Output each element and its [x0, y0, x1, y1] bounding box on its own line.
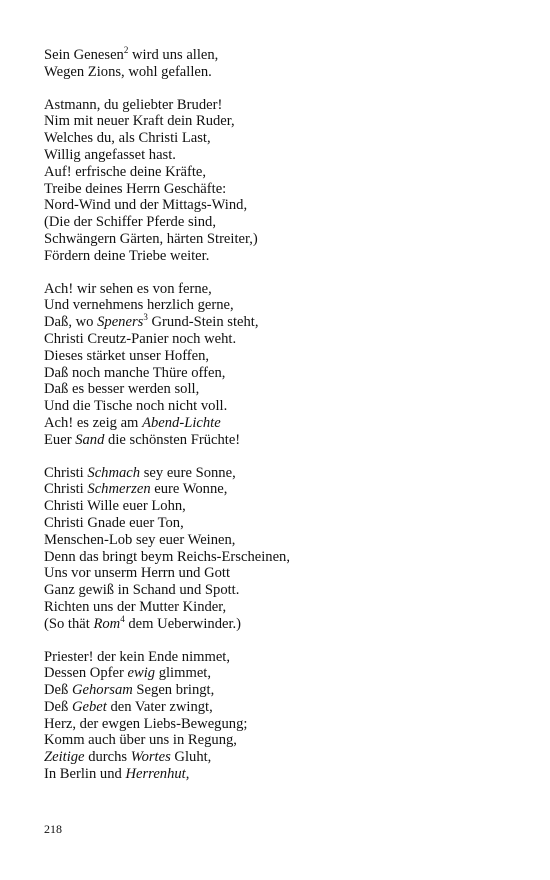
line-text: glimmet, [155, 665, 212, 682]
verse-line [44, 381, 514, 398]
line-text: Fördern deine Triebe weiter. [44, 247, 210, 264]
line-text: Astmann, du geliebter Bruder! [44, 96, 223, 113]
line-text: Daß, wo [44, 314, 98, 331]
line-text: Nord-Wind und der Mittags-Wind, [44, 197, 248, 214]
page-number: 218 [44, 822, 62, 836]
line-text: Daß noch manche Thüre offen, [44, 364, 226, 381]
line-text: Dieses stärket unser Hoffen, [44, 347, 210, 364]
italic-text: Sand [75, 431, 105, 448]
verse-line [44, 197, 514, 214]
line-text: Segen bringt, [132, 682, 215, 699]
verse-line [44, 297, 514, 314]
verse-line [44, 515, 514, 532]
line-text: Denn das bringt beym Reichs-Erscheinen, [44, 548, 290, 565]
line-text: (So thät [44, 615, 94, 632]
line-text: Uns vor unserm Herrn und Gott [44, 565, 231, 582]
verse-line [44, 248, 514, 265]
italic-text: Zeitige [44, 749, 85, 766]
verse-line [44, 481, 514, 498]
line-text: Sein Genesen [44, 47, 124, 63]
line-text: Grund-Stein steht, [147, 314, 259, 331]
line-text: durchs [84, 749, 131, 766]
line-text: Christi [44, 481, 88, 498]
line-text: Christi Gnade euer Ton, [44, 514, 184, 531]
verse-line [44, 348, 514, 365]
italic-text: Speners [97, 314, 144, 331]
verse-line [44, 398, 514, 415]
verse-line [44, 649, 514, 666]
line-text: Komm auch über uns in Regung, [44, 732, 237, 749]
verse-line [44, 732, 514, 749]
line-text: sey eure Sonne, [140, 464, 236, 481]
italic-text: Schmach [87, 464, 141, 481]
line-text: Und die Tische noch nicht voll. [44, 398, 228, 415]
verse-line [44, 164, 514, 181]
verse-line [44, 766, 514, 783]
verse-line [44, 331, 514, 348]
verse-line [44, 64, 514, 81]
line-text: wird uns allen, [128, 47, 219, 63]
verse-line [44, 565, 514, 582]
verse-line [44, 281, 514, 298]
line-text: Christi Creutz-Panier noch weht. [44, 330, 237, 347]
footnote-marker: 2 [123, 45, 129, 55]
line-text: Menschen-Lob sey euer Weinen, [44, 531, 236, 548]
verse-line [44, 97, 514, 114]
poem-text [44, 47, 514, 799]
italic-text: ewig [127, 665, 156, 682]
verse-line [44, 181, 514, 198]
verse-line [44, 613, 514, 633]
verse-line [44, 582, 514, 599]
verse-line [44, 231, 514, 248]
line-text: eure Wonne, [150, 481, 228, 498]
line-text: Christi Wille euer Lohn, [44, 498, 186, 515]
stanza [44, 47, 514, 81]
line-text: Schwängern Gärten, härten Streiter,) [44, 230, 258, 247]
italic-text: Rom [93, 615, 121, 632]
verse-line [44, 314, 514, 331]
line-text: den Vater zwingt, [106, 698, 213, 715]
stanza [44, 281, 514, 449]
italic-text: Schmerzen [87, 481, 151, 498]
verse-line [44, 749, 514, 766]
line-text: die schönsten Früchte! [104, 431, 241, 448]
line-text: Ganz gewiß in Schand und Spott. [44, 582, 240, 599]
verse-line [44, 682, 514, 699]
line-text: Auf! erfrische deine Kräfte, [44, 163, 207, 180]
italic-text: Wortes [130, 749, 171, 766]
verse-line [44, 113, 514, 130]
line-text: Ach! es zeig am [44, 414, 143, 431]
italic-text: Herrenhut, [125, 766, 190, 783]
italic-text: Abend-Lichte [142, 414, 221, 431]
line-text: Deß [44, 682, 72, 699]
line-text: Herz, der ewgen Liebs-Bewegung; [44, 715, 248, 732]
verse-line [44, 465, 514, 482]
footnote-marker: 4 [120, 613, 125, 624]
line-text: Wegen Zions, wohl gefallen. [44, 63, 212, 80]
italic-text: Gebet [71, 698, 107, 715]
verse-line [44, 147, 514, 164]
line-text: (Die der Schiffer Pferde sind, [44, 214, 216, 231]
verse-line [44, 432, 514, 449]
line-text: Willig angefasset hast. [44, 146, 176, 163]
line-text: Dessen Opfer [44, 665, 128, 682]
line-text: dem Ueberwinder.) [124, 615, 242, 632]
verse-line [44, 549, 514, 566]
verse-line [44, 599, 514, 616]
verse-line [44, 415, 514, 432]
line-text: Daß es besser werden soll, [44, 381, 200, 398]
verse-line [44, 532, 514, 549]
line-text: Welches du, als Christi Last, [44, 130, 211, 147]
stanza [44, 649, 514, 783]
footnote-marker: 3 [143, 312, 148, 323]
line-text: Nim mit neuer Kraft dein Ruder, [44, 113, 235, 130]
line-text: Und vernehmens herzlich gerne, [44, 297, 234, 314]
line-text: Treibe deines Herrn Geschäfte: [44, 180, 227, 197]
verse-line [44, 716, 514, 733]
line-text: Ach! wir sehen es von ferne, [44, 280, 212, 297]
verse-line [44, 699, 514, 716]
line-text: Gluht, [170, 749, 212, 766]
verse-line [44, 665, 514, 682]
line-text: Deß [44, 698, 72, 715]
line-text: Euer [44, 431, 76, 448]
verse-line [44, 47, 514, 64]
line-text: Richten uns der Mutter Kinder, [44, 598, 227, 615]
verse-line [44, 498, 514, 515]
line-text: Christi [44, 464, 88, 481]
verse-line [44, 130, 514, 147]
italic-text: Gehorsam [71, 682, 133, 699]
verse-line [44, 365, 514, 382]
stanza [44, 97, 514, 265]
line-text: In Berlin und [44, 766, 126, 783]
line-text: Priester! der kein Ende nimmet, [44, 648, 231, 665]
verse-line [44, 214, 514, 231]
stanza [44, 465, 514, 633]
